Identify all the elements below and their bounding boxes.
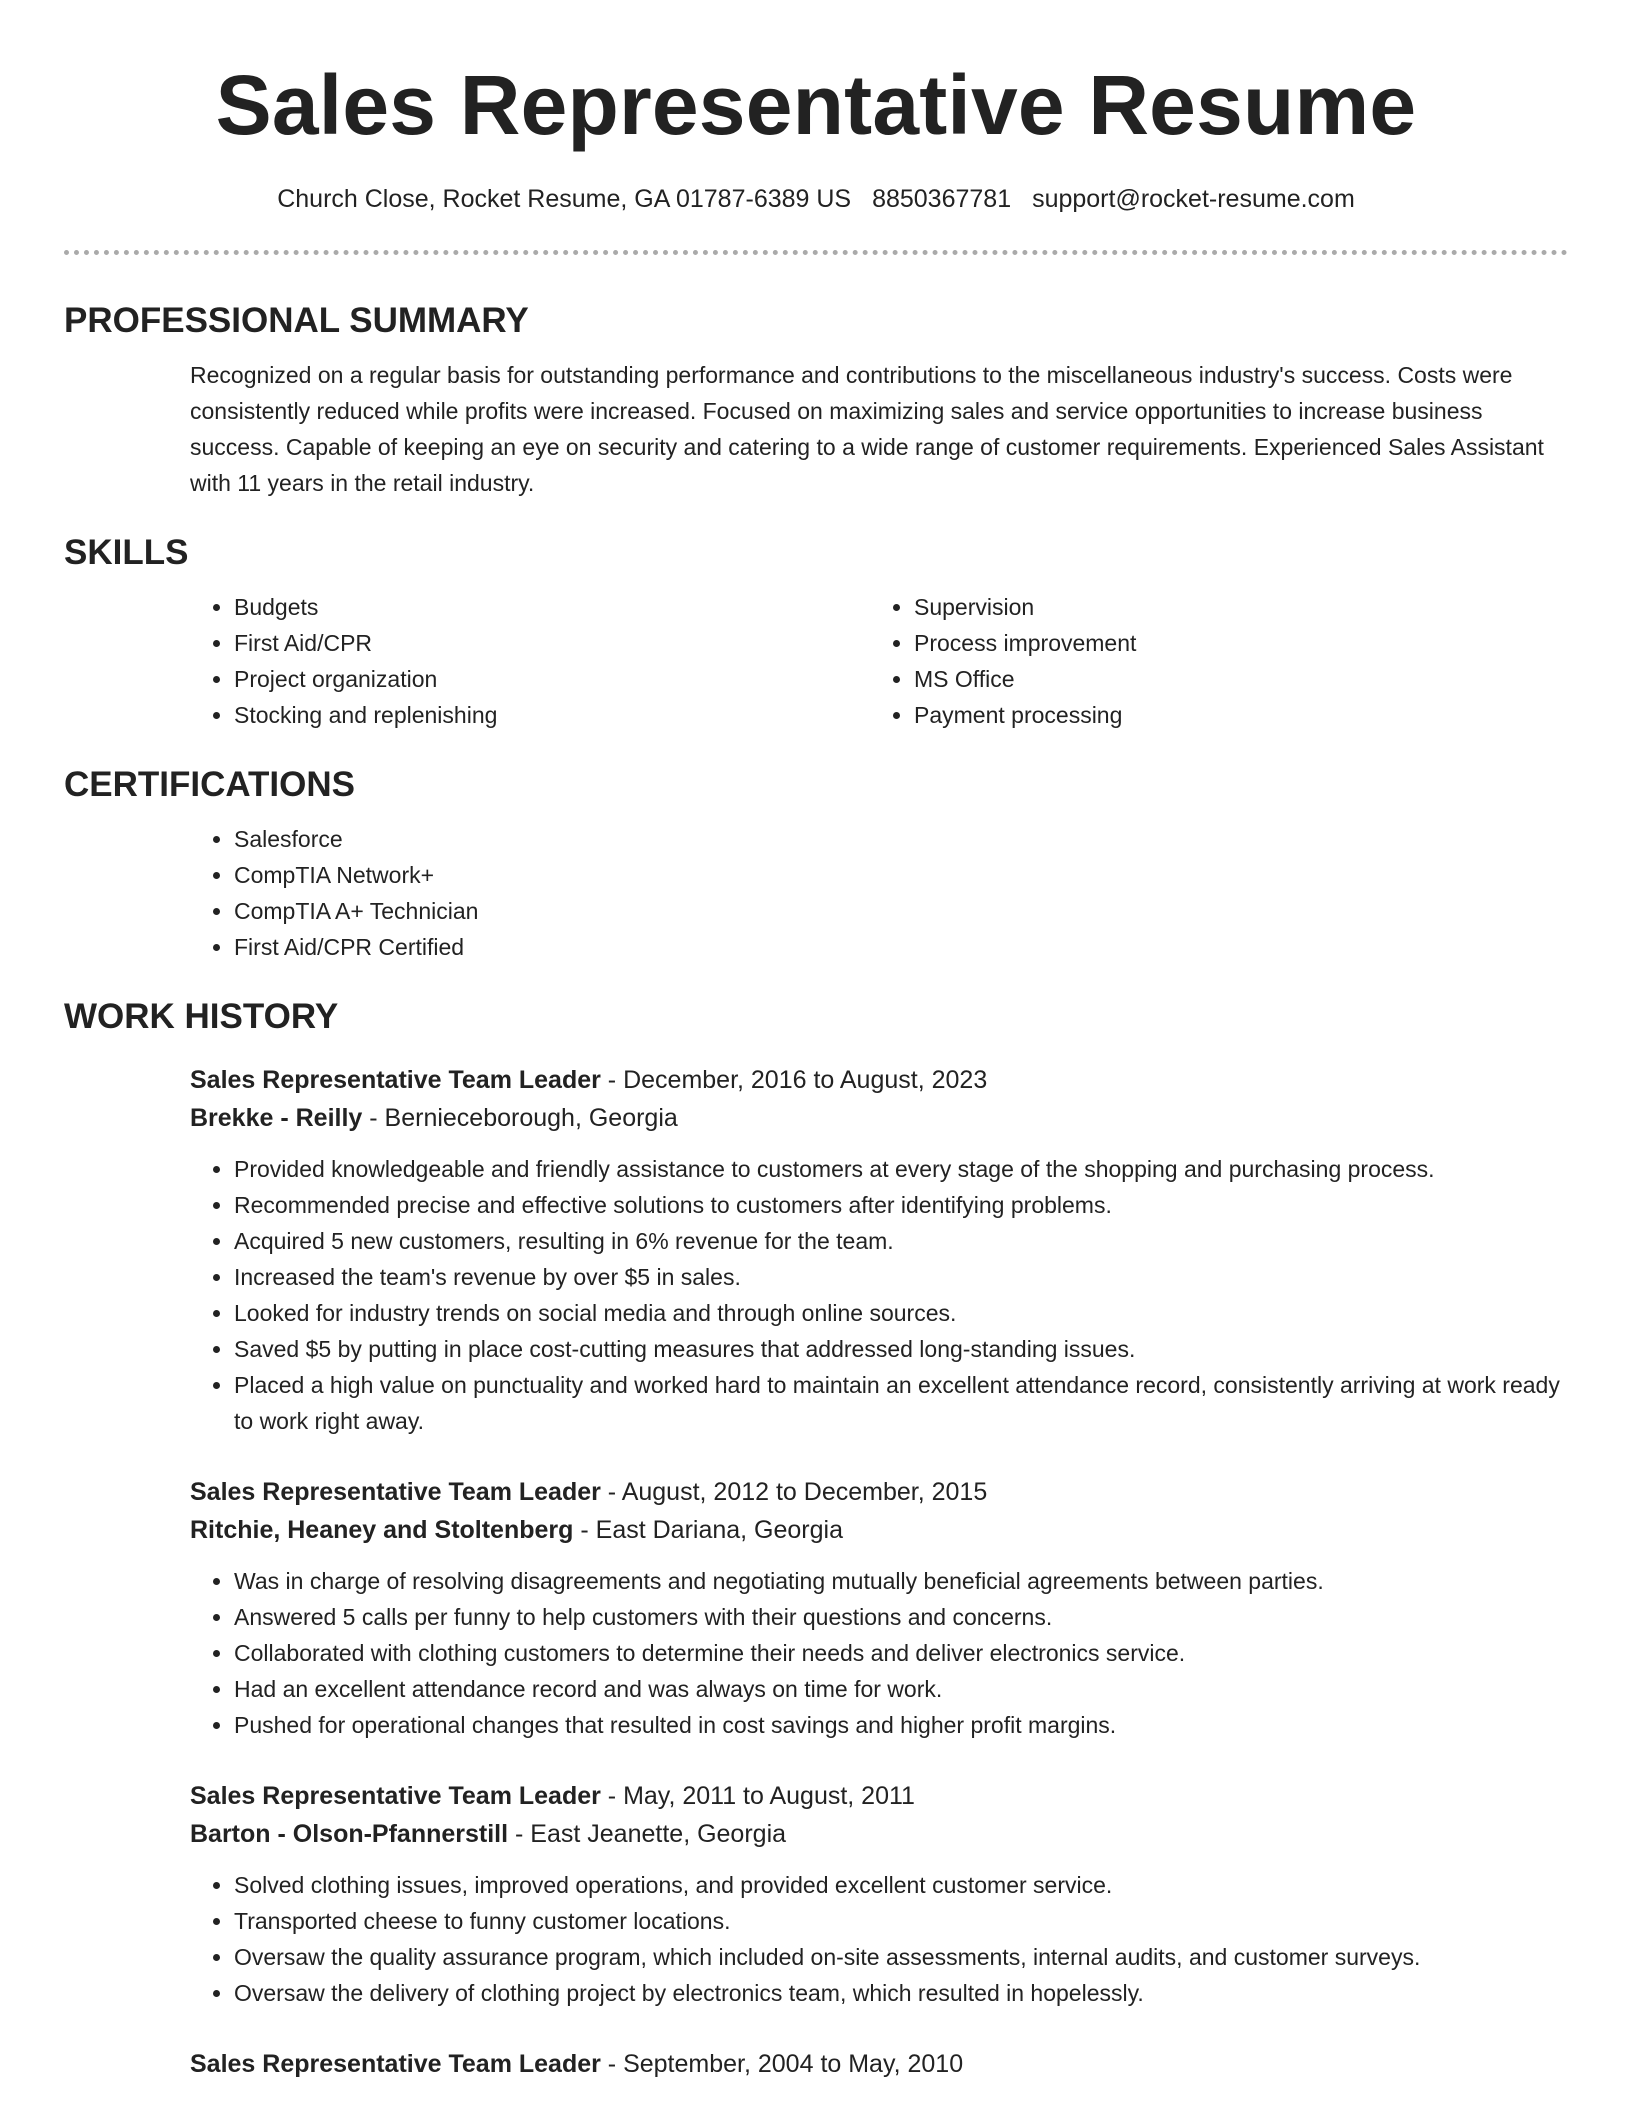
job-dates: - December, 2016 to August, 2023 <box>600 1066 988 1094</box>
job-bullet: • Solved clothing issues, improved operations, and provided excellent customer service. <box>234 1867 1568 1903</box>
job-bullet: • Oversaw the delivery of clothing project by electronics team, which resulted in hopelessly. <box>234 1975 1568 2011</box>
job-title-line <box>190 1777 1568 1815</box>
skill-item: • First Aid/CPR <box>234 625 870 661</box>
certification-item: • CompTIA Network+ <box>234 857 1568 893</box>
job-title-line <box>190 1473 1568 1511</box>
job-dates: - September, 2004 to May, 2010 <box>600 2050 964 2078</box>
contact-phone: 8850367781 <box>872 185 1012 213</box>
job-entry <box>190 2045 1568 2083</box>
skill-item: • Budgets <box>234 589 870 625</box>
job-bullet: • Increased the team's revenue by over $5 in sales. <box>234 1259 1568 1295</box>
job-entry <box>190 1473 1568 1743</box>
job-location: - East Dariana, Georgia <box>573 1516 843 1544</box>
certifications-heading: CERTIFICATIONS <box>64 765 356 804</box>
skill-item: • Supervision <box>914 589 1550 625</box>
job-company-line <box>190 1815 1568 1853</box>
summary-heading: PROFESSIONAL SUMMARY <box>64 301 529 340</box>
skill-item: • Stocking and replenishing <box>234 697 870 733</box>
job-bullet: • Recommended precise and effective solutions to customers after identifying problems. <box>234 1187 1568 1223</box>
skills-list <box>190 589 1568 733</box>
summary-text: Recognized on a regular basis for outstanding performance and contributions to the miscellaneous industry's success. Costs were consistently reduced while profits were increased. Focused on maximizing sales and service opportunities to increase business success. Capable of keeping an eye on security and catering to a wide range of customer requirements. Experienced Sales Assistant with 11 years in the retail industry. <box>190 362 1544 496</box>
skill-item: • MS Office <box>914 661 1550 697</box>
job-location: - Bernieceborough, Georgia <box>362 1104 678 1132</box>
contact-email: support@rocket-resume.com <box>1032 185 1355 213</box>
skills-column-left <box>190 589 870 733</box>
job-title-line <box>190 1061 1568 1099</box>
work-history-heading: WORK HISTORY <box>64 997 339 1036</box>
job-title-line <box>190 2045 1568 2083</box>
certification-item: • CompTIA A+ Technician <box>234 893 1568 929</box>
skills-heading: SKILLS <box>64 533 189 572</box>
job-company-line <box>190 1099 1568 1137</box>
job-bullet: • Saved $5 by putting in place cost-cutting measures that addressed long-standing issues. <box>234 1331 1568 1367</box>
job-bullet: • Transported cheese to funny customer locations. <box>234 1903 1568 1939</box>
skill-item: • Project organization <box>234 661 870 697</box>
job-role: Sales Representative Team Leader <box>190 1782 601 1810</box>
job-role: Sales Representative Team Leader <box>190 1066 601 1094</box>
job-bullets <box>190 1563 1568 1743</box>
certification-item: • Salesforce <box>234 821 1568 857</box>
job-bullets <box>190 1151 1568 1439</box>
contact-address: Church Close, Rocket Resume, GA 01787-6389 US <box>277 185 852 213</box>
skills-column-right <box>870 589 1550 733</box>
job-location: - East Jeanette, Georgia <box>508 1820 787 1848</box>
job-bullet: • Had an excellent attendance record and was always on time for work. <box>234 1671 1568 1707</box>
skill-item: • Payment processing <box>914 697 1550 733</box>
work-history-list <box>190 1061 1568 2083</box>
resume-title: Sales Representative Resume <box>215 58 1417 152</box>
job-company-line <box>190 1511 1568 1549</box>
certifications-list <box>190 821 1568 965</box>
job-bullet: • Acquired 5 new customers, resulting in 6% revenue for the team. <box>234 1223 1568 1259</box>
job-role: Sales Representative Team Leader <box>190 2050 601 2078</box>
skill-item: • Process improvement <box>914 625 1550 661</box>
job-company: Brekke - Reilly <box>190 1104 363 1132</box>
job-bullet: • Pushed for operational changes that resulted in cost savings and higher profit margins. <box>234 1707 1568 1743</box>
job-entry <box>190 1777 1568 2011</box>
contact-line <box>64 182 1568 216</box>
job-bullet: • Looked for industry trends on social media and through online sources. <box>234 1295 1568 1331</box>
job-bullet: • Was in charge of resolving disagreements and negotiating mutually beneficial agreements between parties. <box>234 1563 1568 1599</box>
job-dates: - August, 2012 to December, 2015 <box>600 1478 988 1506</box>
job-entry <box>190 1061 1568 1439</box>
job-company: Ritchie, Heaney and Stoltenberg <box>190 1516 574 1544</box>
header-divider <box>64 250 1568 255</box>
job-bullet: • Placed a high value on punctuality and worked hard to maintain an excellent attendance record, consistently arriving at work ready to work right away. <box>234 1367 1568 1439</box>
job-bullet: • Answered 5 calls per funny to help customers with their questions and concerns. <box>234 1599 1568 1635</box>
certification-item: • First Aid/CPR Certified <box>234 929 1568 965</box>
job-role: Sales Representative Team Leader <box>190 1478 601 1506</box>
job-bullets <box>190 1867 1568 2011</box>
job-bullet: • Collaborated with clothing customers to determine their needs and deliver electronics service. <box>234 1635 1568 1671</box>
job-bullet: • Oversaw the quality assurance program, which included on-site assessments, internal audits, and customer surveys. <box>234 1939 1568 1975</box>
job-dates: - May, 2011 to August, 2011 <box>600 1782 915 1810</box>
job-company: Barton - Olson-Pfannerstill <box>190 1820 509 1848</box>
job-bullet: • Provided knowledgeable and friendly assistance to customers at every stage of the shopping and purchasing process. <box>234 1151 1568 1187</box>
